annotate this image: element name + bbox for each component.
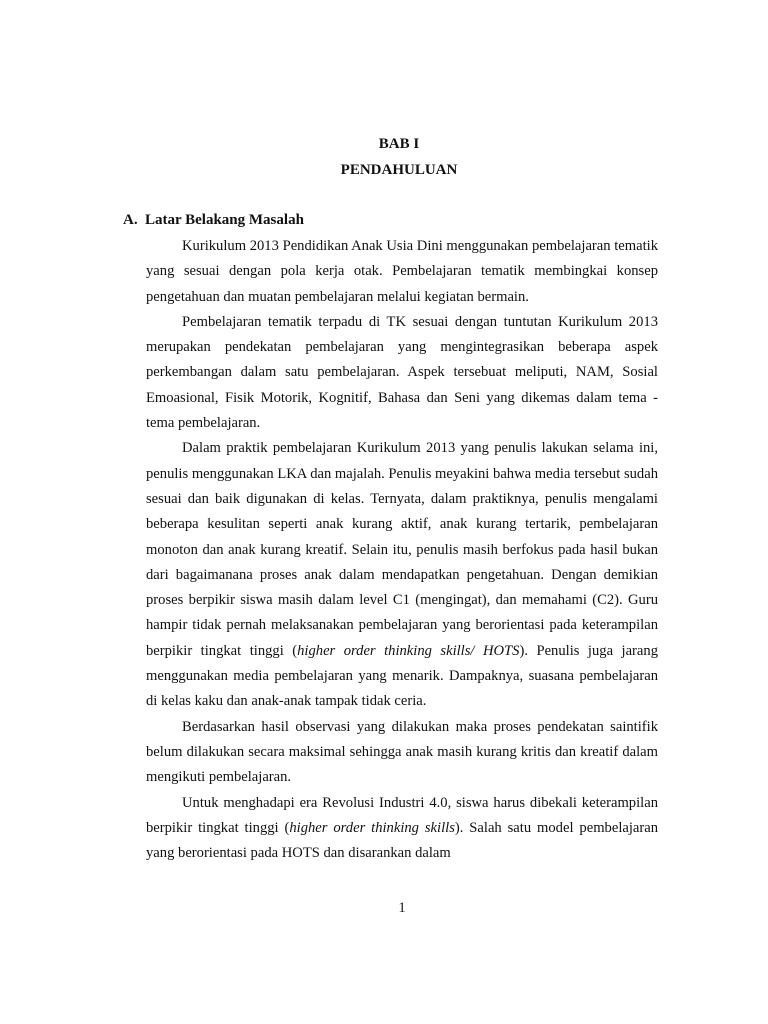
section-title: Latar Belakang Masalah	[145, 212, 304, 228]
body-text	[146, 234, 658, 866]
section-marker: A.	[123, 212, 138, 228]
paragraph-5-text-a: Untuk menghadapi era Revolusi Industri 4.0, siswa harus dibekali keterampilan berpikir tingkat tinggi (	[146, 794, 658, 836]
paragraph-3-text-a: Dalam praktik pembelajaran Kurikulum 2013 yang penulis lakukan selama ini, penulis menggunakan LKA dan majalah. Penulis meyakini bahwa media tersebut sudah sesuai dan baik digunakan di kelas. Ternyata, dalam praktiknya, penulis mengalami beberapa kesulitan seperti anak kurang aktif, anak kurang tertarik, pembelajaran monoton dan anak kurang kreatif. Selain itu, penulis masih berfokus pada hasil bukan dari bagaimanana proses anak dalam mendapatkan pengetahuan. Dengan demikian proses berpikir siswa masih dalam level C1 (mengingat), dan memahami (C2). Guru hampir tidak pernah melaksanakan pembelajaran yang berorientasi pada keterampilan berpikir tingkat tinggi (	[146, 440, 658, 659]
chapter-title: PENDAHULUAN	[340, 162, 458, 178]
paragraph-2: Pembelajaran tematik terpadu di TK sesuai dengan tuntutan Kurikulum 2013 merupakan pendekatan pembelajaran yang mengintegrasikan beberapa aspek perkembangan dalam satu pembelajaran. Aspek tersebuat meliputi, NAM, Sosial Emoasional, Fisik Motorik, Kognitif, Bahasa dan Seni yang dikemas dalam tema - tema pembelajaran.	[146, 313, 658, 432]
paragraph-1: Kurikulum 2013 Pendidikan Anak Usia Dini menggunakan pembelajaran tematik yang sesuai dengan pola kerja otak. Pembelajaran tematik membingkai konsep pengetahuan dan muatan pembelajaran melalui kegiatan bermain.	[146, 238, 658, 305]
paragraph-5-text-b: ). Salah satu model pembelajaran yang berorientasi pada HOTS dan disarankan dalam	[146, 819, 659, 862]
paragraph-3-italic: higher order thinking skills/ HOTS	[297, 642, 520, 659]
paragraph-3	[146, 436, 658, 714]
paragraph-4: Berdasarkan hasil observasi yang dilakukan maka proses pendekatan saintifik belum dilakukan secara maksimal sehingga anak masih kurang kritis dan kreatif dalam mengikuti pembelajaran.	[146, 718, 658, 786]
section-heading	[123, 212, 304, 229]
paragraph-5	[146, 791, 658, 867]
paragraph-3-text-b: ). Penulis juga jarang menggunakan media pembelajaran yang menarik. Dampaknya, suasana pembelajaran di kelas kaku dan anak-anak tampak tidak ceria.	[146, 642, 658, 710]
chapter-number: BAB I	[378, 136, 420, 152]
page-number: 1	[398, 900, 406, 916]
paragraph-5-italic: higher order thinking skills	[289, 819, 455, 836]
